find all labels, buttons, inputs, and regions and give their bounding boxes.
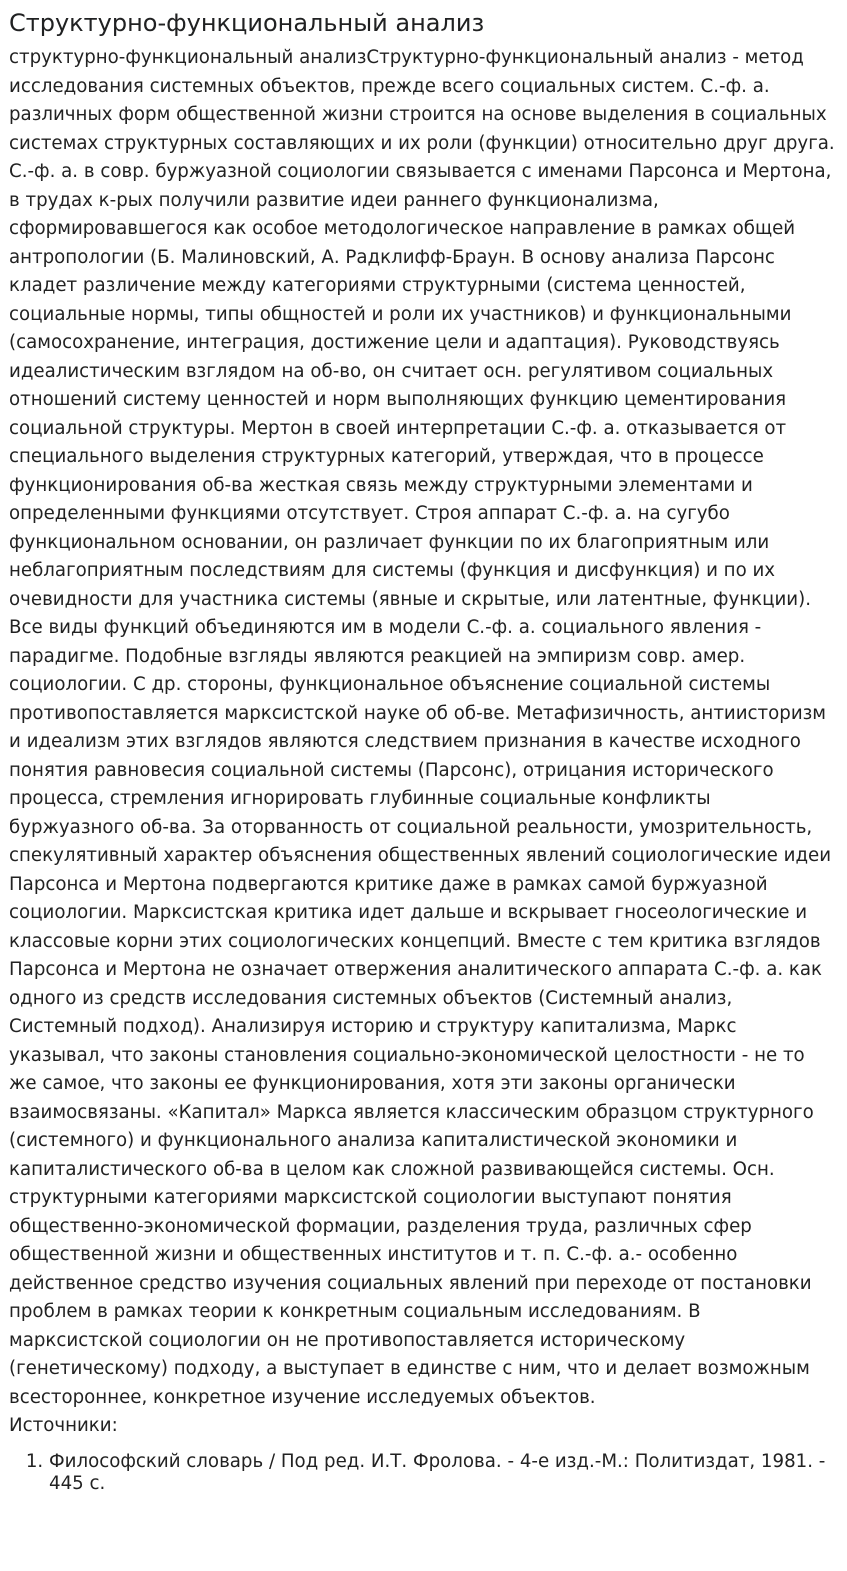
sources-list: [9, 1451, 838, 1495]
page-title: Структурно-функциональный анализ: [9, 9, 485, 37]
source-item: 1. Философский словарь / Под ред. И.Т. Фролова. - 4-е изд.-М.: Политиздат, 1981. - 445 с.: [49, 1451, 838, 1495]
article-body: структурно-функциональный анализСтруктурно-функциональный анализ - метод исследования системных объектов, прежде всего социальных систем. С.-ф. а. различных форм общественной жизни строится на основе выделения в социальных системах структурных составляющих и их роли (функции) относительно друг друга. С.-ф. а. в совр. буржуазной социологии связывается с именами Парсонса и Мертона, в трудах к-рых получили развитие идеи раннего функционализма, сформировавшегося как особое методологическое направление в рамках общей антропологии (Б. Малиновский, А. Радклифф-Браун. В основу анализа Парсонс кладет различение между категориями структурными (система ценностей, социальные нормы, типы общностей и роли их участников) и функциональными (самосохранение, интеграция, достижение цели и адаптация). Руководствуясь идеалистическим взглядом на об-во, он считает осн. регулятивом социальных отношений систему ценностей и норм выполняющих функцию цементирования социальной структуры. Мертон в своей интерпретации С.-ф. а. отказывается от специального выделения структурных категорий, утверждая, что в процессе функционирования об-ва жесткая связь между структурными элементами и определенными функциями отсутствует. Строя аппарат С.-ф. а. на сугубо функциональном основании, он различает функции по их благоприятным или неблагоприятным последствиям для системы (функция и дисфункция) и по их очевидности для участника системы (явные и скрытые, или латентные, функции). Все виды функций объединяются им в модели С.-ф. а. социального явления - парадигме. Подобные взгляды являются реакцией на эмпиризм совр. амер. социологии. С др. стороны, функциональное объяснение социальной системы противопоставляется марксистской науке об об-ве. Метафизичность, антиисторизм и идеализм этих взглядов являются следствием признания в качестве исходного понятия равновесия социальной системы (Парсонс), отрицания исторического процесса, стремления игнорировать глубинные социальные конфликты буржуазного об-ва. За оторванность от социальной реальности, умозрительность, спекулятивный характер объяснения общественных явлений социологические идеи Парсонса и Мертона подвергаются критике даже в рамках самой буржуазной социологии. Марксистская критика идет дальше и вскрывает гносеологические и классовые корни этих социологических концепций. Вместе с тем критика взглядов Парсонса и Мертона не означает отвержения аналитического аппарата С.-ф. а. как одного из средств исследования системных объектов (Системный анализ, Системный подход). Анализируя историю и структуру капитализма, Маркс указывал, что законы становления социально-экономической целостности - не то же самое, что законы ее функционирования, хотя эти законы органически взаимосвязаны. «Капитал» Маркса является классическим образцом структурного (системного) и функционального анализа капиталистической экономики и капиталистического об-ва в целом как сложной развивающейся системы. Осн. структурными категориями марксистской социологии выступают понятия общественно-экономической формации, разделения труда, различных сфер общественной жизни и общественных институтов и т. п. С.-ф. а.- особенно действенное средство изучения социальных явлений при переходе от постановки проблем в рамках теории к конкретным социальным исследованиям. В марксистской социологии он не противопоставляется историческому (генетическому) подходу, а выступает в единстве с ним, что и делает возможным всестороннее, конкретное изучение исследуемых объектов.: [9, 47, 835, 1408]
sources-label: Источники:: [9, 1415, 118, 1436]
